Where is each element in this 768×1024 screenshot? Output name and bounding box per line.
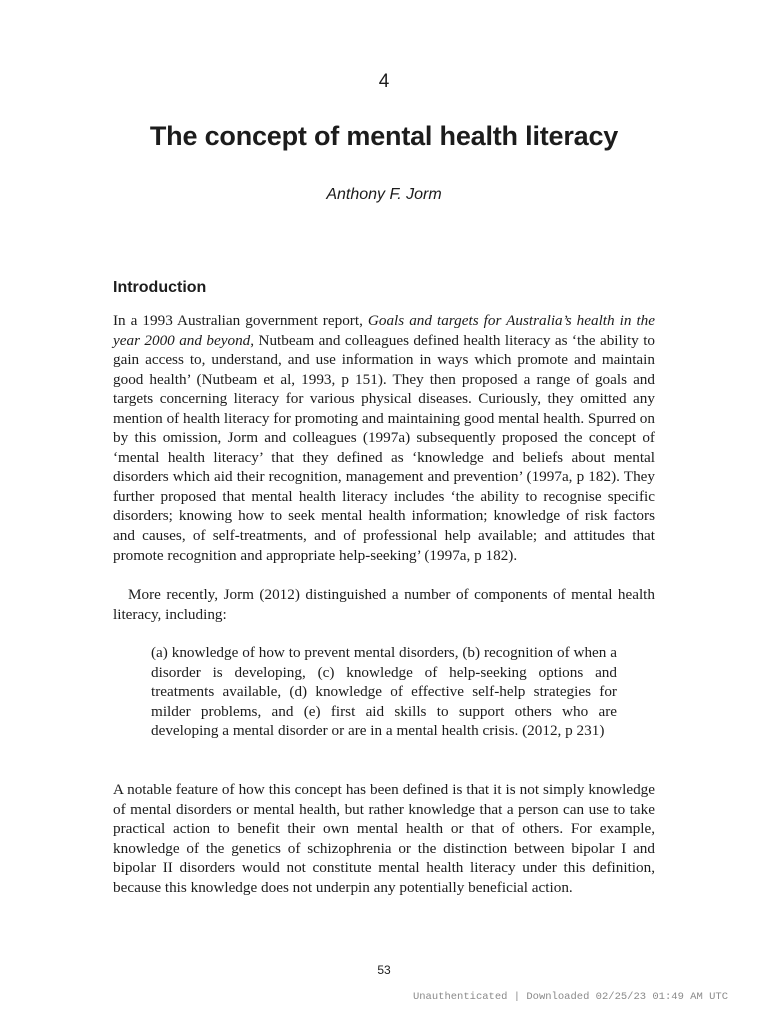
paragraph-notable-feature: A notable feature of how this concept has been defined is that it is not simply knowledge of mental disorders or mental health, but rather knowledge that a person can use to take practical action to benefit their own mental health or that of others. For example, knowledge of the genetics of schizophrenia or the distinction between bipolar I and bipolar II disorders would not constitute mental health literacy under this definition, because this knowledge does not underpin any potentially beneficial action.: [113, 781, 655, 896]
download-stamp: Unauthenticated | Downloaded 02/25/23 01:49 AM UTC: [412, 991, 728, 1003]
chapter-number: 4: [378, 71, 390, 92]
block-quote: (a) knowledge of how to prevent mental disorders, (b) recognition of when a disorder is developing, (c) knowledge of help-seeking options and treatments available, (d) knowledge of effective self-help strategies for milder problems, and (e) first aid skills to support others who are developing a mental disorder or are in a mental health crisis. (2012, p 231): [151, 644, 617, 740]
chapter-author: Anthony F. Jorm: [326, 186, 442, 203]
paragraph-text: , Nutbeam and colleagues defined health literacy as ‘the ability to gain access to, understand, and use information in ways which promote and maintain good health’ (Nutbeam et al, 1993, p 151). They then proposed a range of goals and targets concerning literacy for various physical diseases. Curiously, they omitted any mention of health literacy for promoting and maintaining good mental health. Spurred on by this omission, Jorm and colleagues (1997a) subsequently proposed the concept of ‘mental health literacy’ that they defined as ‘knowledge and beliefs about mental disorders which aid their recognition, management and prevention’ (1997a, p 182). They further proposed that mental health literacy includes ‘the ability to recognise specific disorders; knowing how to seek mental health information; knowledge of risk factors and causes, of self-treatments, and of professional help available; and attitudes that promote recognition and appropriate help-seeking’ (1997a, p 182).: [113, 331, 656, 564]
paragraph-introduction: [113, 311, 655, 565]
chapter-title: The concept of mental health literacy: [149, 121, 619, 151]
paragraph-text: In a 1993 Australian government report,: [113, 312, 368, 329]
report-title: Goals and targets for Australia’s health in the year 2000 and beyond: [113, 312, 656, 349]
paragraph-components-intro: More recently, Jorm (2012) distinguished a number of components of mental health literacy, including:: [113, 586, 655, 623]
page-number: 53: [377, 963, 391, 977]
section-heading-introduction: Introduction: [113, 279, 207, 296]
